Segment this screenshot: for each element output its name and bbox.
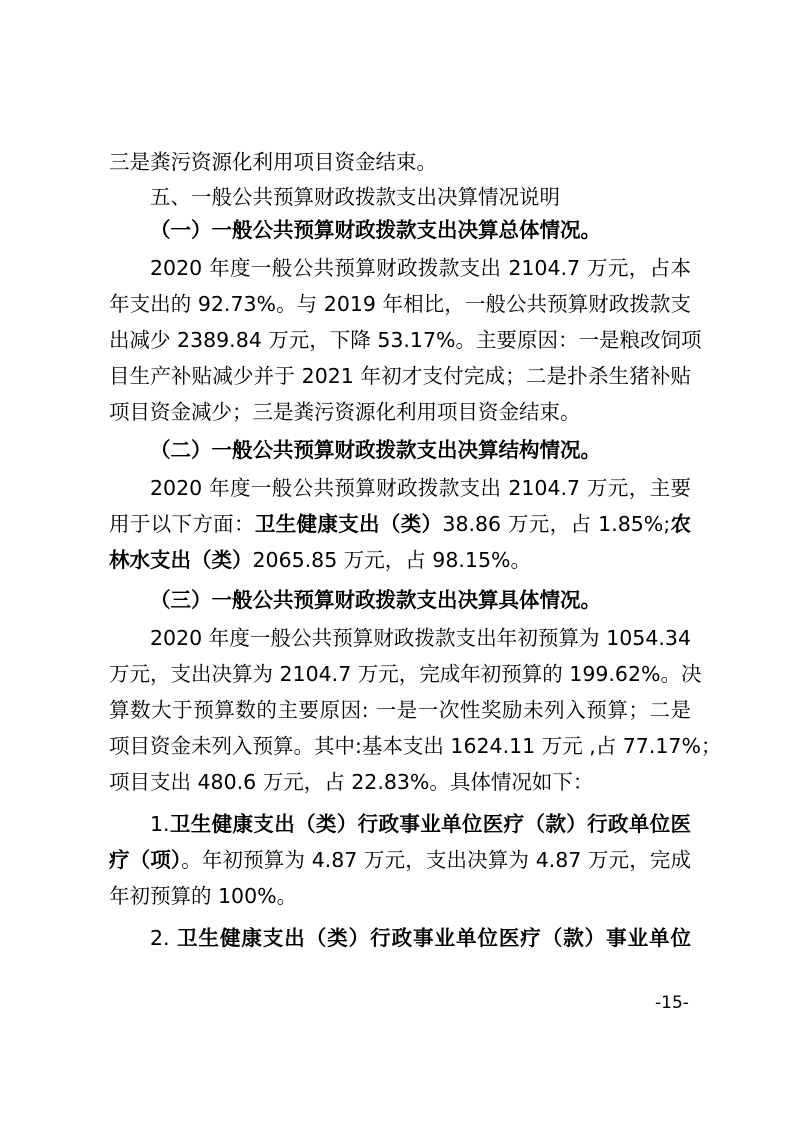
text-line: 项目支出 480.6 万元，占 22.83%。具体情况如下：	[109, 770, 594, 794]
bold-text-segment: 疗（项）	[109, 848, 182, 872]
text-line: 年初预算的 100%。	[109, 884, 298, 908]
text-segment: 2065.85 万元，占 98.15%。	[252, 548, 531, 572]
bold-text-segment: 林水支出（类）	[109, 548, 253, 572]
bold-text-segment: 卫生健康支出（类）行政事业单位医疗（款）事业单位	[177, 926, 691, 950]
subsection-heading: （三）一般公共预算财政拨款支出决算具体情况。	[150, 588, 601, 612]
subsection-heading: （二）一般公共预算财政拨款支出决算结构情况。	[150, 438, 601, 462]
text-line	[150, 926, 691, 950]
text-segment: 38.86 万元，占 1.85%;	[442, 512, 671, 536]
text-line: 目生产补贴减少并于 2021 年初才支付完成；二是扑杀生猪补贴	[109, 364, 691, 388]
text-segment: 2.	[150, 926, 178, 950]
text-line	[109, 848, 691, 872]
text-segment: 。年初预算为 4.87 万元，支出决算为 4.87 万元，完成	[181, 848, 692, 872]
text-segment: 1.	[150, 812, 170, 836]
text-line	[109, 512, 691, 536]
text-line: 2020 年度一般公共预算财政拨款支出 2104.7 万元，主要	[150, 476, 691, 500]
text-line: 项目资金减少；三是粪污资源化利用项目资金结束。	[109, 400, 581, 424]
text-segment: 用于以下方面：	[109, 512, 255, 536]
subsection-heading: （一）一般公共预算财政拨款支出决算总体情况。	[150, 218, 601, 242]
bold-text-segment: 卫生健康支出（类）	[254, 512, 443, 536]
text-line: 2020 年度一般公共预算财政拨款支出年初预算为 1054.34	[150, 626, 691, 650]
text-line: 算数大于预算数的主要原因: 一是一次性奖励未列入预算；二是	[109, 698, 691, 722]
text-line	[150, 812, 691, 836]
text-line	[109, 548, 531, 572]
text-line: 三是粪污资源化利用项目资金结束。	[109, 150, 437, 174]
page-number: -15-	[655, 993, 689, 1013]
text-line: 项目资金未列入预算。其中:基本支出 1624.11 万元 ,占 77.17%；	[109, 734, 722, 758]
text-line: 万元，支出决算为 2104.7 万元，完成年初预算的 199.62%。决	[109, 662, 702, 686]
bold-text-segment: 卫生健康支出（类）行政事业单位医疗（款）行政单位医	[169, 812, 691, 836]
section-heading: 五、一般公共预算财政拨款支出决算情况说明	[150, 185, 560, 209]
text-line: 2020 年度一般公共预算财政拨款支出 2104.7 万元，占本	[150, 256, 691, 280]
text-line: 出减少 2389.84 万元，下降 53.17%。主要原因：一是粮改饲项	[109, 328, 702, 352]
bold-text-segment: 农	[670, 512, 692, 536]
text-line: 年支出的 92.73%。与 2019 年相比，一般公共预算财政拨款支	[109, 292, 691, 316]
